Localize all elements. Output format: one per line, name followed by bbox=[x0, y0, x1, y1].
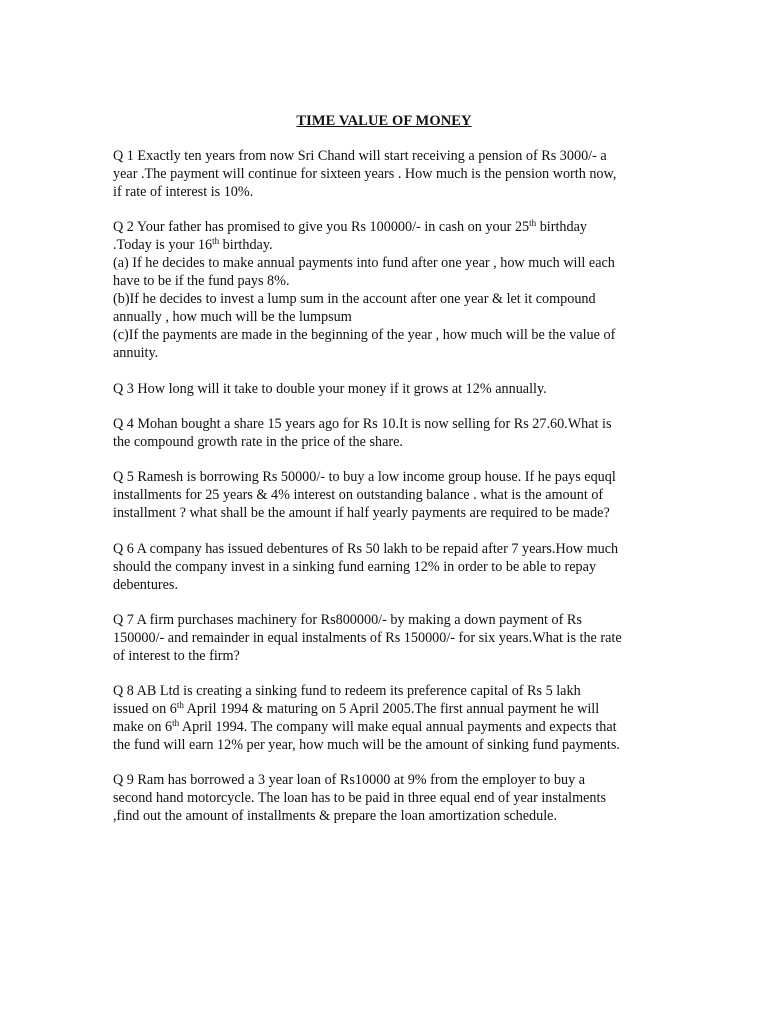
question-1-line-3: if rate of interest is 10%. bbox=[113, 184, 254, 200]
question-8-line-3: make on 6th April 1994. The company will make equal annual payments and expects that bbox=[113, 718, 617, 735]
question-5-line-3: installment ? what shall be the amount if half yearly payments are required to be made? bbox=[113, 505, 610, 521]
question-2-line-6: annually , how much will be the lumpsum bbox=[113, 309, 352, 325]
question-5-line-1: Q 5 Ramesh is borrowing Rs 50000/- to buy a low income group house. If he pays equql bbox=[113, 469, 616, 485]
question-2-line-4: have to be if the fund pays 8%. bbox=[113, 273, 290, 289]
question-4-line-2: the compound growth rate in the price of the share. bbox=[113, 434, 403, 450]
question-2-line-8: annuity. bbox=[113, 345, 159, 361]
question-6-line-2: should the company invest in a sinking fund earning 12% in order to be able to repay bbox=[113, 559, 597, 575]
question-1-line-1: Q 1 Exactly ten years from now Sri Chand will start receiving a pension of Rs 3000/- a bbox=[113, 148, 607, 164]
question-8-line-1: Q 8 AB Ltd is creating a sinking fund to redeem its preference capital of Rs 5 lakh bbox=[113, 683, 581, 699]
question-1 bbox=[113, 147, 658, 201]
question-2-line-7: (c)If the payments are made in the beginning of the year , how much will be the value of bbox=[113, 327, 616, 343]
document-title: TIME VALUE OF MONEY bbox=[296, 113, 472, 129]
question-9-line-1: Q 9 Ram has borrowed a 3 year loan of Rs10000 at 9% from the employer to buy a bbox=[113, 772, 586, 788]
question-5 bbox=[113, 468, 658, 522]
question-8-line-4: the fund will earn 12% per year, how much will be the amount of sinking fund payments. bbox=[113, 737, 620, 753]
question-9-line-2: second hand motorcycle. The loan has to be paid in three equal end of year instalments bbox=[113, 790, 606, 806]
question-9-line-3: ,find out the amount of installments & prepare the loan amortization schedule. bbox=[113, 808, 558, 824]
question-4 bbox=[113, 415, 658, 451]
question-2-line-1: Q 2 Your father has promised to give you Rs 100000/- in cash on your 25th birthday bbox=[113, 218, 587, 235]
question-2-line-3: (a) If he decides to make annual payments into fund after one year , how much will each bbox=[113, 255, 615, 271]
question-8 bbox=[113, 682, 658, 754]
question-6-line-1: Q 6 A company has issued debentures of Rs 50 lakh to be repaid after 7 years.How much bbox=[113, 541, 619, 557]
question-2-line-5: (b)If he decides to invest a lump sum in the account after one year & let it compound bbox=[113, 291, 596, 307]
question-4-line-1: Q 4 Mohan bought a share 15 years ago for Rs 10.It is now selling for Rs 27.60.What is bbox=[113, 416, 612, 432]
question-7-line-3: of interest to the firm? bbox=[113, 648, 240, 664]
question-2 bbox=[113, 218, 658, 362]
question-7 bbox=[113, 611, 658, 665]
question-2-line-2: .Today is your 16th birthday. bbox=[113, 236, 273, 253]
question-5-line-2: installments for 25 years & 4% interest on outstanding balance . what is the amount of bbox=[113, 487, 604, 503]
question-7-line-1: Q 7 A firm purchases machinery for Rs800000/- by making a down payment of Rs bbox=[113, 612, 582, 628]
question-1-line-2: year .The payment will continue for sixteen years . How much is the pension worth now, bbox=[113, 166, 617, 182]
question-3-line-1: Q 3 How long will it take to double your money if it grows at 12% annually. bbox=[113, 381, 547, 397]
question-3 bbox=[113, 380, 658, 398]
question-9 bbox=[113, 771, 658, 825]
question-7-line-2: 150000/- and remainder in equal instalments of Rs 150000/- for six years.What is the rate bbox=[113, 630, 622, 646]
question-8-line-2: issued on 6th April 1994 & maturing on 5 April 2005.The first annual payment he will bbox=[113, 700, 600, 717]
question-6-line-3: debentures. bbox=[113, 577, 179, 593]
question-6 bbox=[113, 540, 658, 594]
